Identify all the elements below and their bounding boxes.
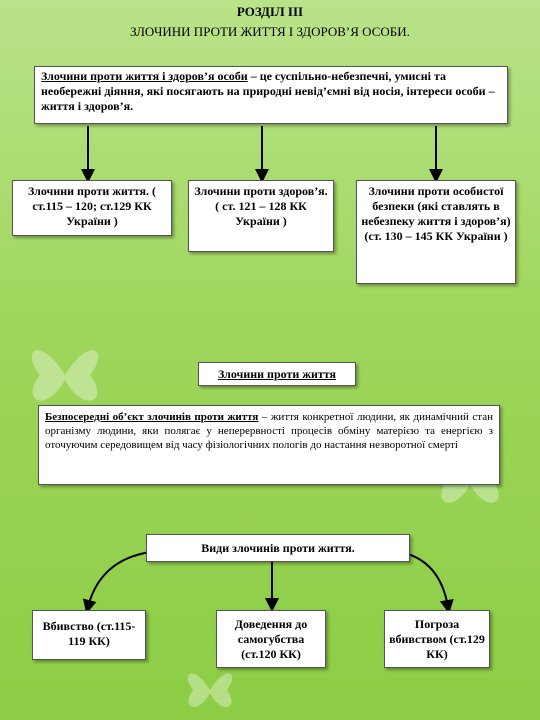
page-title: ЗЛОЧИНИ ПРОТИ ЖИТТЯ І ЗДОРОВ’Я ОСОБИ. (130, 24, 410, 39)
life-heading: Злочини проти життя (217, 367, 337, 381)
section-label: РОЗДІЛ ІІІ (236, 4, 304, 19)
category-life-label: Злочини проти життя. ( ст.115 – 120; ст.129 КК України ) (27, 184, 157, 228)
type-suicide-label: Доведення до самогубства (ст.120 КК) (234, 617, 308, 661)
category-security-label: Злочини проти особистої безпеки (які ставлять в небезпеку життя і здоров’я) (ст. 130 – 145 КК України ) (361, 184, 511, 243)
category-health-label: Злочини проти здоров’я. ( ст. 121 – 128 КК України ) (194, 184, 328, 228)
category-health-box (188, 180, 334, 252)
definition-box (34, 66, 508, 124)
object-text: – життя конкретної людини, як динамічний стан організму людини, яки полягає у неперервності процесів обміну матерією та енергією з оточуючим середовищем від часу фізіологічних пологів до настання незворотної смерті (45, 411, 494, 451)
category-life-box (12, 180, 172, 236)
definition-text: – це суспільно-небезпечні, умисні та необережні діяння, які посягають на природні невід’ємні від носія, інтереси особи – життя і здоров’я. (41, 69, 495, 113)
definition-term: Злочини проти життя і здоров’я особи (41, 69, 248, 83)
type-threat-label: Погроза вбивством (ст.129 КК) (389, 617, 485, 661)
type-threat-box (384, 610, 490, 668)
types-heading: Види злочинів проти життя. (201, 541, 355, 555)
type-murder-box (32, 610, 146, 660)
type-suicide-box (216, 610, 326, 668)
object-term: Безпосередні об’єкт злочинів проти життя (45, 411, 259, 423)
types-heading-box (146, 534, 410, 562)
object-definition-box (38, 405, 500, 485)
life-heading-box (198, 362, 356, 386)
category-security-box (356, 180, 516, 284)
type-murder-label: Вбивство (ст.115-119 КК) (42, 619, 136, 648)
arrow-to-murder (88, 552, 150, 607)
